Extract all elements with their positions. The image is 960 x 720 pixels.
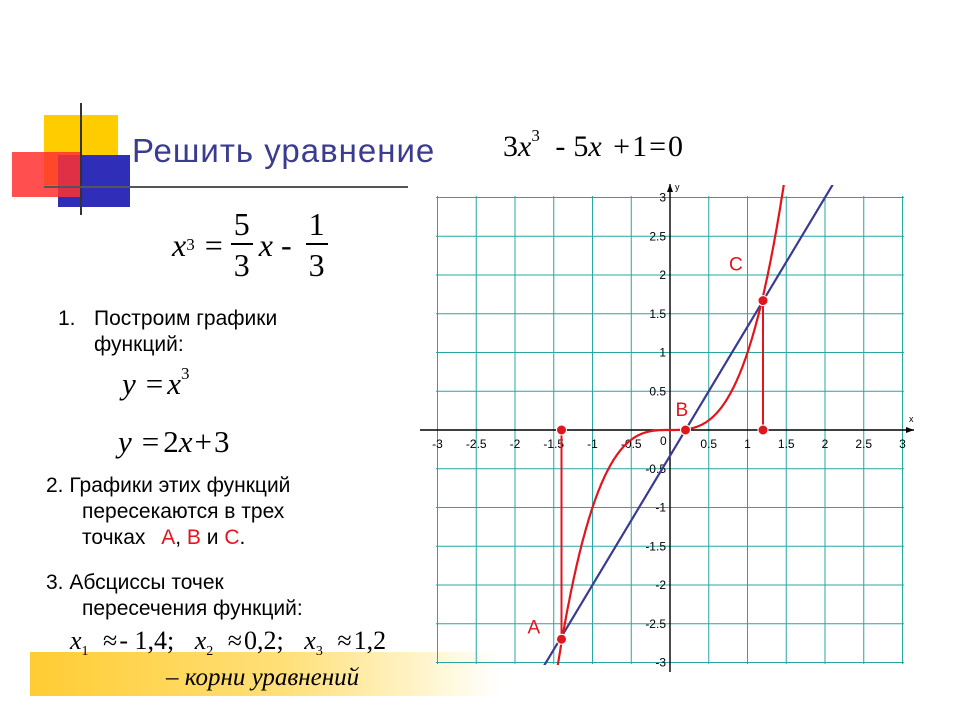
slide-title: Решить уравнение [132, 132, 436, 169]
point-label-a: А [527, 617, 541, 639]
point-c-ref: С [224, 526, 240, 549]
point-b-ref: В [186, 526, 201, 549]
x-tick-label: -1.5 [543, 437, 565, 451]
intersection-point-a [557, 634, 567, 644]
x-axis-label: x [909, 414, 914, 424]
x-tick-label: 2 [821, 437, 829, 451]
y-tick-label: -0.5 [645, 461, 666, 476]
roots-line: $x_1 \approx- 1,4$; $x_2 \approx 0,2$; $x_3 \approx 1,2$ [70, 626, 387, 660]
main-equation: $3x^3 - 5x +1=0$ [503, 126, 683, 163]
step-1: 1. Построим графики функций: [58, 307, 278, 356]
axis-point-1 [557, 425, 567, 435]
fraction-five-thirds: $\frac{5}{3}$ [231, 205, 253, 285]
fraction-one-third: $\frac{1}{3}$ [306, 205, 328, 285]
y-tick-label: -1.5 [645, 539, 666, 554]
function-cubic: $y = x^3$ [122, 363, 190, 401]
y-tick-label: 2.5 [649, 229, 666, 244]
x-tick-label: 3 [899, 437, 906, 451]
rewritten-equation: x 3 = $\frac{5}{3}$ x - $\frac{1}{3}$ [172, 200, 334, 290]
intersection-point-c [758, 296, 768, 306]
function-linear: y = 2x+3 [118, 424, 230, 459]
point-a-ref: А [161, 526, 176, 549]
step-3: 3. Абсциссы точек пересечения функций: [46, 571, 303, 620]
intersection-point-b [681, 425, 691, 435]
y-tick-label: 1.5 [649, 306, 666, 321]
origin-label: 0 [660, 434, 667, 448]
y-tick-label: -2 [655, 578, 666, 592]
y-tick-label: 1 [659, 345, 666, 360]
y-tick-label: 0.5 [649, 384, 666, 399]
y-axis-arrow [667, 184, 673, 192]
x-tick-label: -2 [509, 437, 521, 451]
x-tick-label: -3 [432, 437, 443, 451]
y-axis-label: y [675, 182, 680, 192]
point-label-c: С [729, 254, 743, 276]
x-tick-label: 2.5 [855, 437, 873, 451]
y-tick-label: -1 [655, 500, 666, 515]
y-tick-label: -2.5 [645, 616, 666, 631]
y-tick-label: 3 [659, 190, 666, 205]
x-tick-label: -0.5 [620, 437, 642, 451]
point-label-b: В [675, 400, 689, 421]
x-tick-label: -2.5 [465, 437, 487, 451]
axis-point-3 [758, 425, 768, 435]
roots-note: – корни уравнений [166, 664, 360, 691]
step-2: 2. Графики этих функций пересекаются в трех точках А, В и С. [46, 474, 291, 549]
y-tick-label: 2 [659, 268, 666, 282]
x-tick-label: -1 [587, 437, 598, 451]
y-tick-label: -3 [655, 655, 666, 670]
x-tick-label: 1 [744, 437, 751, 451]
x-axis-arrow [906, 427, 914, 433]
x-tick-label: 0.5 [700, 437, 718, 451]
x-tick-label: 1.5 [777, 437, 795, 451]
